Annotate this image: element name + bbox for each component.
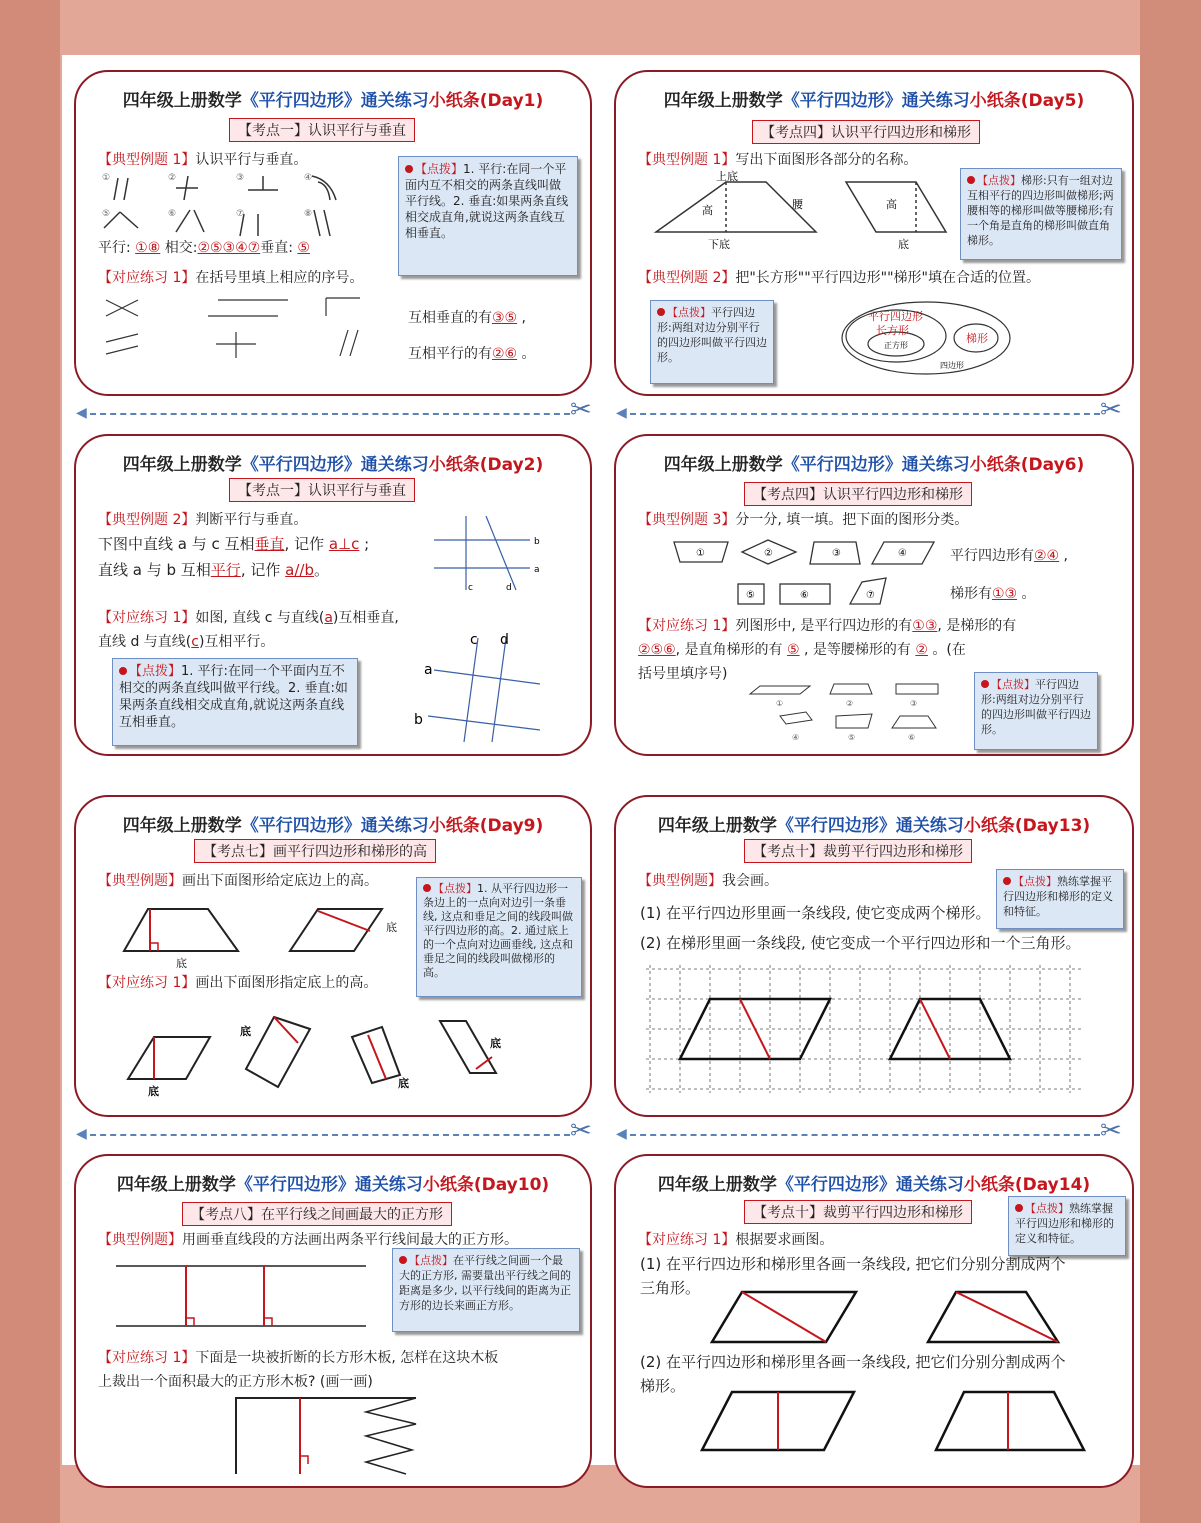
card-day9	[74, 795, 592, 1117]
answer-parallelograms: 平行四边形有②④ ,	[950, 548, 1069, 564]
broken-board	[236, 1394, 426, 1474]
question-2-cont: 梯形。	[640, 1377, 686, 1395]
example-heading: 【典型例题】画出下面图形给定底边上的高。	[98, 873, 378, 889]
example-heading: 【典型例题 1】写出下面图形各部分的名称。	[638, 152, 918, 168]
split-triangles	[706, 1288, 1086, 1348]
topic-tag: 【考点八】在平行线之间画最大的正方形	[182, 1202, 452, 1226]
venn-rectangle: 长方形	[876, 324, 909, 337]
base-label: 底	[240, 1025, 251, 1038]
answer-line: 平行: ①⑧ 相交:②⑤③④⑦垂直: ⑤	[98, 240, 310, 256]
fig-num: ②	[168, 173, 177, 183]
tip-note: 【点拨】1. 从平行四边形一条边上的一点向对边引一条垂线, 这点和垂足之间的线段叫做平行四边形的高。2. 通过底上的一个点向对边画垂线, 这点和垂足之间的线段叫做梯形的高。	[416, 877, 582, 997]
card-day10	[74, 1154, 592, 1488]
lines-figure	[434, 514, 544, 594]
shapes-figure	[672, 538, 942, 614]
card-day6	[614, 434, 1134, 756]
practice-line-3: 括号里填序号)	[638, 666, 728, 682]
practice-line-1: 【对应练习 1】下面是一块被折断的长方形木板, 怎样在这块木板	[98, 1350, 499, 1366]
label-a: a	[534, 565, 540, 575]
practice-line-2: ②⑤⑥, 是直角梯形的有 ⑤ , 是等腰梯形的有 ② 。(在	[638, 642, 966, 658]
svg-text:⑥: ⑥	[908, 733, 916, 742]
fig-num: ①	[102, 173, 111, 183]
example2-heading: 【典型例题 2】把"长方形""平行四边形""梯形"填在合适的位置。	[638, 270, 1040, 286]
practice-shapes	[126, 1007, 526, 1107]
scissors-icon: ✂	[570, 395, 592, 425]
topic-tag: 【考点十】裁剪平行四边形和梯形	[744, 839, 972, 863]
svg-text:⑥: ⑥	[800, 590, 809, 601]
card-title: 四年级上册数学《平行四边形》通关练习小纸条(Day14)	[657, 1175, 1091, 1195]
practice-heading: 【对应练习 1】根据要求画图。	[638, 1232, 834, 1248]
tip-note-trapezoid: 【点拨】梯形:只有一组对边互相平行的四边形叫做梯形;两腰相等的梯形叫做等腰梯形;有一个角是直角的梯形叫做直角梯形。	[960, 168, 1122, 260]
statement-2: 直线 a 与 b 互相平行, 记作 a//b。	[98, 561, 329, 579]
practice-heading: 【对应练习 1】在括号里填上相应的序号。	[98, 270, 364, 286]
svg-text:③: ③	[832, 548, 841, 559]
example-heading: 【典型例题 1】认识平行与垂直。	[98, 152, 308, 168]
base-label: 底	[176, 957, 187, 970]
line-pairs-figure	[98, 170, 358, 240]
cut-line	[630, 1134, 1100, 1137]
base-label: 底	[398, 1077, 409, 1090]
fig-num: ⑦	[236, 209, 245, 219]
small-shapes-figure	[750, 672, 960, 744]
svg-text:④: ④	[898, 548, 907, 559]
lines-figure-2	[414, 632, 544, 744]
pin-icon	[1003, 877, 1011, 885]
card-title: 四年级上册数学《平行四边形》通关练习小纸条(Day2)	[122, 455, 544, 475]
question-parallel: 互相平行的有②⑥ 。	[408, 346, 536, 362]
example-shapes	[122, 905, 412, 971]
question-1-cont: 三角形。	[640, 1279, 701, 1297]
pin-icon	[967, 176, 975, 184]
practice-heading: 【对应练习 1】画出下面图形指定底上的高。	[98, 975, 378, 991]
base-label: 底	[148, 1085, 159, 1098]
pin-icon	[119, 667, 127, 675]
label-d: d	[506, 583, 512, 593]
card-day13	[614, 795, 1134, 1117]
grid-drawing	[646, 965, 1086, 1095]
fig-num: ⑧	[304, 209, 313, 219]
card-title: 四年级上册数学《平行四边形》通关练习小纸条(Day10)	[116, 1175, 550, 1195]
label-c: c	[470, 632, 478, 648]
scissors-icon: ✂	[1100, 1116, 1122, 1146]
topic-tag: 【考点七】画平行四边形和梯形的高	[194, 839, 436, 863]
base-label: 底	[386, 921, 397, 934]
tip-note: 【点拨】平行四边形:两组对边分别平行的四边形叫做平行四边形。	[974, 672, 1098, 750]
topic-tag: 【考点四】认识平行四边形和梯形	[752, 120, 980, 144]
svg-text:③: ③	[910, 699, 918, 708]
practice-line-1: 【对应练习 1】列图形中, 是平行四边形的有①③, 是梯形的有	[638, 618, 1017, 634]
scissors-icon: ✂	[570, 1116, 592, 1146]
label-d: d	[500, 632, 509, 648]
label-base: 底	[898, 238, 909, 251]
svg-text:⑦: ⑦	[866, 590, 875, 601]
split-trapezoids	[696, 1388, 1096, 1458]
statement-1: 下图中直线 a 与 c 互相垂直, 记作 a⊥c ;	[98, 535, 370, 553]
practice-line-1: 【对应练习 1】如图, 直线 c 与直线(a)互相垂直,	[98, 610, 399, 626]
label-a: a	[424, 662, 433, 678]
example-heading: 【典型例题 3】分一分, 填一填。把下面的图形分类。	[638, 512, 969, 528]
svg-text:⑤: ⑤	[746, 590, 755, 601]
practice-line-2: 上裁出一个面积最大的正方形木板? (画一画)	[98, 1374, 373, 1390]
pin-icon	[981, 680, 989, 688]
fig-num: ④	[304, 173, 313, 183]
card-title: 四年级上册数学《平行四边形》通关练习小纸条(Day5)	[663, 91, 1085, 111]
example-heading: 【典型例题 2】判断平行与垂直。	[98, 512, 308, 528]
label-c: c	[468, 583, 473, 593]
venn-parallelogram: 平行四边形	[868, 310, 923, 323]
fig-num: ③	[236, 173, 245, 183]
tip-note: 【点拨】熟练掌握平行四边形和梯形的定义和特征。	[1008, 1196, 1126, 1256]
label-bottom-base: 下底	[708, 238, 730, 251]
pin-icon	[399, 1256, 407, 1264]
tip-note: 【点拨】1. 平行:在同一个平面内互不相交的两条直线叫做平行线。2. 垂直:如果两条直线相交成直角,就说这两条直线互相垂直。	[112, 658, 358, 746]
svg-text:④: ④	[792, 733, 800, 742]
topic-tag: 【考点一】认识平行与垂直	[229, 478, 415, 502]
tip-note: 【点拨】熟练掌握平行四边形和梯形的定义和特征。	[996, 869, 1124, 929]
topic-tag: 【考点四】认识平行四边形和梯形	[744, 482, 972, 506]
arrow-left-icon: ◀	[76, 1126, 87, 1142]
label-leg: 腰	[792, 198, 803, 211]
label-b: b	[534, 537, 540, 547]
card-title: 四年级上册数学《平行四边形》通关练习小纸条(Day9)	[122, 816, 544, 836]
venn-quadrilateral: 四边形	[940, 361, 964, 370]
svg-text:①: ①	[696, 548, 705, 559]
tip-note-parallelogram: 【点拨】平行四边形:两组对边分别平行的四边形叫做平行四边形。	[650, 300, 774, 384]
svg-text:②: ②	[764, 548, 773, 559]
cut-line	[90, 413, 570, 416]
pin-icon	[1015, 1204, 1023, 1212]
card-day1	[74, 70, 592, 396]
card-title: 四年级上册数学《平行四边形》通关练习小纸条(Day1)	[122, 91, 544, 111]
question-2: (2) 在平行四边形和梯形里各画一条线段, 把它们分别分割成两个	[640, 1353, 1066, 1371]
trapezoid-parallelogram-figure	[646, 172, 956, 252]
answer-trapezoids: 梯形有①③ 。	[950, 586, 1036, 602]
question-1: (1) 在平行四边形里画一条线段, 使它变成两个梯形。	[640, 904, 991, 922]
question-perp: 互相垂直的有③⑤ ,	[408, 310, 527, 326]
practice-line-2: 直线 d 与直线(c)互相平行。	[98, 634, 275, 650]
card-day14	[614, 1154, 1134, 1488]
tip-note: 【点拨】在平行线之间画一个最大的正方形, 需要量出平行线之间的距离是多少, 以平行线间的距离为正方形的边长来画正方形。	[392, 1248, 580, 1332]
fig-num: ⑥	[168, 209, 177, 219]
svg-text:②: ②	[846, 699, 854, 708]
arrow-left-icon: ◀	[616, 405, 627, 421]
card-day2	[74, 434, 592, 756]
venn-diagram	[840, 298, 1020, 376]
example-heading: 【典型例题】我会画。	[638, 873, 778, 889]
arrow-left-icon: ◀	[76, 405, 87, 421]
practice-figure	[98, 294, 388, 374]
example-heading: 【典型例题】用画垂直线段的方法画出两条平行线间最大的正方形。	[98, 1232, 518, 1248]
base-label: 底	[490, 1037, 501, 1050]
svg-text:①: ①	[776, 699, 784, 708]
card-day5	[614, 70, 1134, 396]
card-title: 四年级上册数学《平行四边形》通关练习小纸条(Day13)	[657, 816, 1091, 836]
fig-num: ⑤	[102, 209, 111, 219]
cut-line	[630, 413, 1100, 416]
pin-icon	[423, 884, 431, 892]
label-height2: 高	[886, 198, 897, 211]
topic-tag: 【考点十】裁剪平行四边形和梯形	[744, 1200, 972, 1224]
question-1: (1) 在平行四边形和梯形里各画一条线段, 把它们分别分割成两个	[640, 1255, 1066, 1273]
label-top-base: 上底	[716, 170, 738, 183]
venn-trapezoid: 梯形	[966, 332, 988, 345]
card-title: 四年级上册数学《平行四边形》通关练习小纸条(Day6)	[663, 455, 1085, 475]
label-b: b	[414, 712, 423, 728]
arrow-left-icon: ◀	[616, 1126, 627, 1142]
tip-note: 【点拨】1. 平行:在同一个平面内互不相交的两条直线叫做平行线。2. 垂直:如果两条直线相交成直角,就说这两条直线互相垂直。	[398, 156, 578, 276]
label-height: 高	[702, 204, 713, 217]
pin-icon	[657, 308, 665, 316]
pin-icon	[405, 165, 413, 173]
parallel-lines-square	[116, 1260, 376, 1332]
svg-text:⑤: ⑤	[848, 733, 856, 742]
cut-line	[90, 1134, 570, 1137]
venn-square: 正方形	[884, 341, 908, 350]
scissors-icon: ✂	[1100, 395, 1122, 425]
question-2: (2) 在梯形里画一条线段, 使它变成一个平行四边形和一个三角形。	[640, 934, 1081, 952]
topic-tag: 【考点一】认识平行与垂直	[229, 118, 415, 142]
